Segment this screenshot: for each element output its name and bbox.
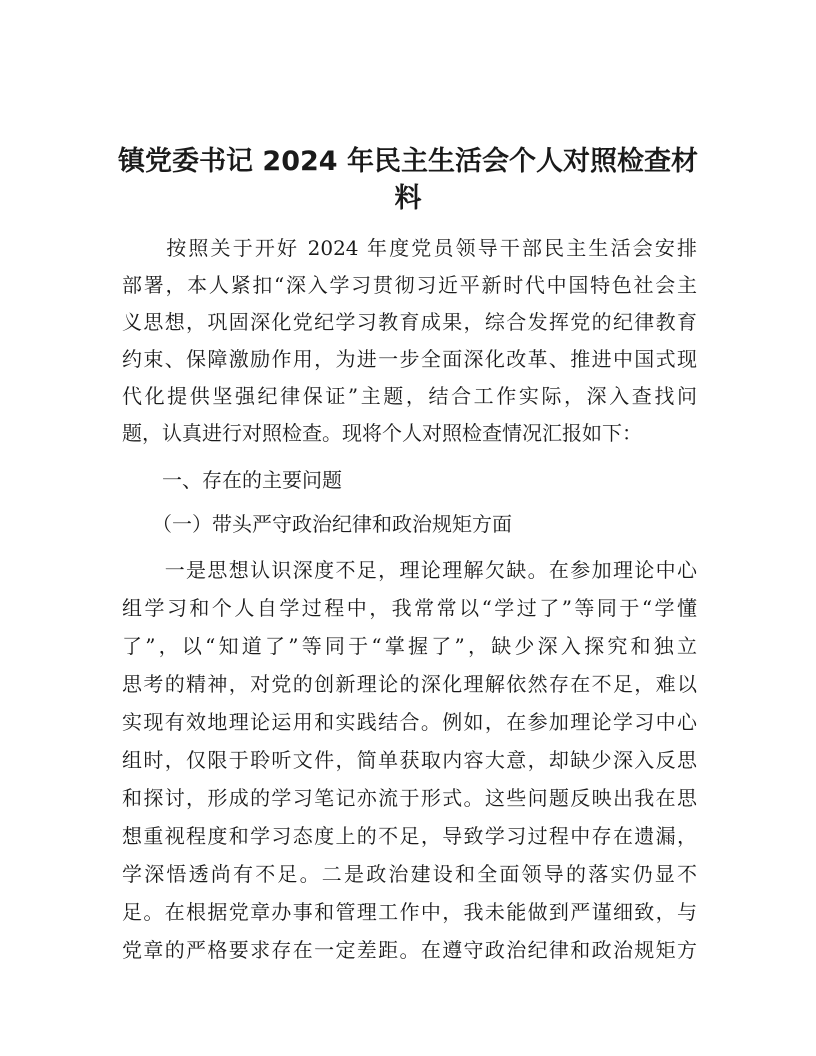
subsection-heading: （一）带头严守政治纪律和政治规矩方面	[122, 512, 512, 536]
paragraph-line: 义思想，巩固深化党纪学习教育成果，综合发挥党的纪律教育	[122, 310, 697, 334]
paragraph-line: 党章的严格要求存在一定差距。在遵守政治纪律和政治规矩方	[122, 938, 697, 962]
paragraph-line: 部署，本人紧扣“深入学习贯彻习近平新时代中国特色社会主	[122, 273, 697, 297]
document-title-line-1: 镇党委书记 2024 年民主生活会个人对照检查材	[118, 146, 698, 177]
paragraph-line: 组学习和个人自学过程中，我常常以“学过了”等同于“学懂	[122, 596, 697, 620]
paragraph-line: 题，认真进行对照检查。现将个人对照检查情况汇报如下：	[122, 421, 642, 445]
document-title-line-2: 料	[394, 183, 422, 214]
paragraph-line: 组时，仅限于聆听文件，简单获取内容大意，却缺少深入反思	[122, 748, 697, 772]
paragraph-line: 按照关于开好 2024 年度党员领导干部民主生活会安排	[122, 236, 697, 260]
paragraph-line: 实现有效地理论运用和实践结合。例如，在参加理论学习中心	[122, 710, 697, 734]
paragraph-line: 一是思想认识深度不足，理论理解欠缺。在参加理论中心	[122, 558, 697, 582]
paragraph-line: 代化提供坚强纪律保证”主题，结合工作实际，深入查找问	[122, 384, 697, 408]
paragraph-line: 约束、保障激励作用，为进一步全面深化改革、推进中国式现	[122, 347, 697, 371]
paragraph-line: 了”，以“知道了”等同于“掌握了”，缺少深入探究和独立	[122, 634, 697, 658]
paragraph-line: 想重视程度和学习态度上的不足，导致学习过程中存在遗漏，	[122, 824, 697, 848]
section-heading: 一、存在的主要问题	[122, 468, 342, 492]
paragraph-line: 思考的精神，对党的创新理论的深化理解依然存在不足，难以	[122, 672, 697, 696]
paragraph-line: 和探讨，形成的学习笔记亦流于形式。这些问题反映出我在思	[122, 786, 697, 810]
paragraph-line: 学深悟透尚有不足。二是政治建设和全面领导的落实仍显不	[122, 862, 697, 886]
paragraph-line: 足。在根据党章办事和管理工作中，我未能做到严谨细致，与	[122, 900, 697, 924]
